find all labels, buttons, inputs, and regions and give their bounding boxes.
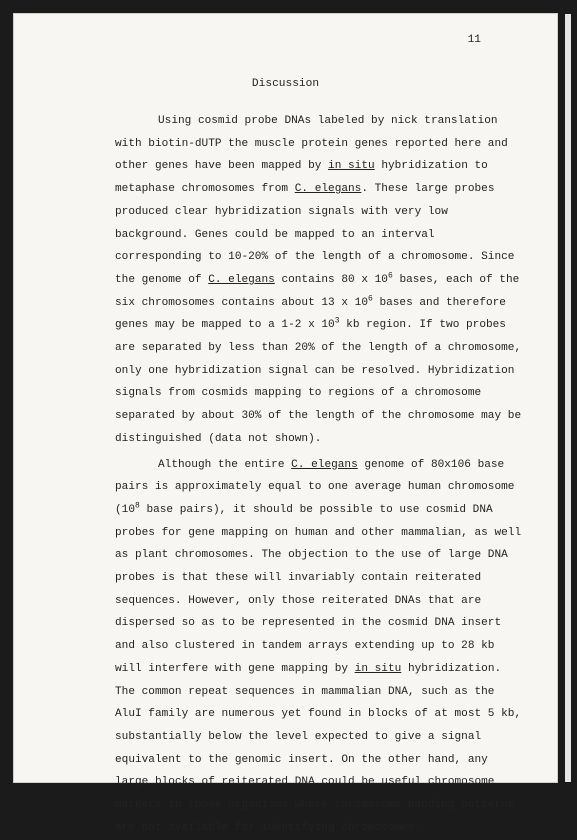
- document-page: [14, 14, 557, 834]
- text-run: contains 80 x 10: [274, 273, 388, 286]
- superscript: 6: [367, 293, 373, 303]
- superscript: 6: [387, 271, 393, 281]
- text-run: bases and therefore genes may be mapped to a 1-2 x 10: [115, 296, 506, 332]
- text-run: hybridization. The common repeat sequences in mammalian DNA, such as the AluI family are numerous yet found in blocks of at most 5 kb, substantially below the level expected to give a signal equivalent to the genomic insert. On the other hand, any large blocks of reiterated DNA could be useful chromosome markers in those organisms where chromosome banding patterns are not available for identifying chromosomes.: [115, 662, 522, 834]
- underlined-term: C. elegans: [208, 273, 275, 286]
- scan-edge: [565, 14, 571, 782]
- paragraph-2: [115, 454, 525, 840]
- body-text: [115, 110, 525, 840]
- text-run: . These large probes produced clear hybridization signals with very low background. Genes could be mapped to an interval corresponding to 10-20% of the length of a chromosome. Since the genome of: [115, 183, 515, 286]
- underlined-term: C. elegans: [291, 458, 358, 471]
- text-run: bases, each of the six chromosomes contains about 13 x 10: [115, 273, 520, 309]
- page-number: 11: [467, 34, 481, 46]
- text-run: hybridization to metaphase chromosomes from: [115, 160, 488, 196]
- text-run: genome of 80x106 base pairs is approximately equal to one average human chromosome (10: [115, 458, 515, 516]
- text-run: Using cosmid probe DNAs labeled by nick translation with biotin-dUTP the muscle protein genes reported here and other genes have been mapped by: [115, 115, 508, 173]
- paragraph-1: [115, 110, 525, 451]
- underlined-term: C. elegans: [294, 183, 362, 196]
- superscript: 8: [134, 501, 140, 511]
- superscript: 3: [334, 316, 340, 326]
- underlined-term: in situ: [354, 662, 402, 675]
- section-title: Discussion: [251, 78, 320, 90]
- text-run: Although the entire: [158, 458, 292, 471]
- underlined-term: in situ: [328, 160, 375, 173]
- text-run: kb region. If two probes are separated by less than 20% of the length of a chromosome, only one hybridization signal can be resolved. Hybridization signals from cosmids mapping to regions of a chromosome separated by about 30% of the length of the chromosome may be distinguished (data not shown).: [115, 319, 522, 445]
- text-run: base pairs), it should be possible to use cosmid DNA probes for gene mapping on human and other mammalian, as well as plant chromosomes. The objection to the use of large DNA probes is that these will invariably contain reiterated sequences. However, only those reiterated DNAs that are dispersed so as to be represented in the cosmid DNA insert and also clustered in tandem arrays extending up to 28 kb will interfere with gene mapping by: [115, 503, 522, 675]
